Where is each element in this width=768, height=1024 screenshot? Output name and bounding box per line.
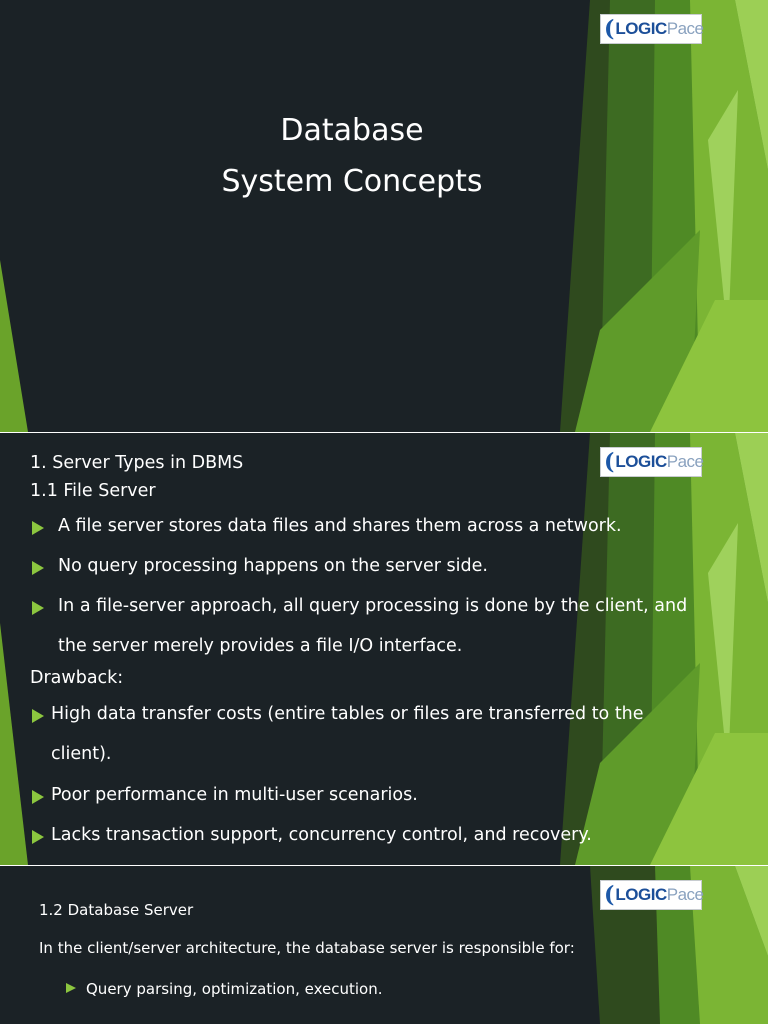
logo-mark-icon: (	[604, 882, 615, 908]
intro-text: In the client/server architecture, the database server is responsible for:	[39, 939, 575, 957]
logicpace-logo	[600, 14, 702, 44]
bullet-arrow-icon	[32, 601, 44, 615]
bullet-arrow-icon	[66, 983, 76, 993]
logo-word-pace: Pace	[666, 452, 704, 471]
subsection-heading: 1.2 Database Server	[39, 901, 194, 919]
bullet-arrow-icon	[32, 830, 44, 844]
green-geometric-decoration	[0, 0, 768, 432]
drawback-text: Poor performance in multi-user scenarios.	[51, 785, 418, 805]
logo-word-logic: LOGIC	[615, 452, 667, 471]
bullet-arrow-icon	[32, 521, 44, 535]
bullet-arrow-icon	[32, 790, 44, 804]
bullet-text: Query parsing, optimization, execution.	[86, 980, 383, 998]
logicpace-logo	[600, 447, 702, 477]
slide-title-line2: System Concepts	[221, 164, 483, 199]
logo-word-pace: Pace	[666, 885, 704, 904]
bullet-arrow-icon	[32, 709, 44, 723]
bullet-text: No query processing happens on the server side.	[58, 556, 488, 576]
bullet-text-continuation: the server merely provides a file I/O interface.	[58, 636, 463, 656]
logo-mark-icon: (	[604, 16, 615, 42]
logicpace-logo	[600, 880, 702, 910]
logo-word-logic: LOGIC	[615, 885, 667, 904]
bullet-arrow-icon	[32, 561, 44, 575]
bullet-text: A file server stores data files and shares them across a network.	[58, 516, 622, 536]
slide-database-server	[0, 866, 768, 1024]
section-heading: 1. Server Types in DBMS	[30, 453, 244, 473]
drawback-label: Drawback:	[30, 668, 124, 688]
slide-title	[0, 0, 768, 432]
slide-file-server	[0, 433, 768, 865]
logo-word-logic: LOGIC	[615, 19, 667, 38]
bullet-text: In a file-server approach, all query processing is done by the client, and	[58, 596, 688, 616]
slide-title-line1: Database	[280, 113, 424, 148]
subsection-heading: 1.1 File Server	[30, 481, 156, 501]
drawback-text: Lacks transaction support, concurrency control, and recovery.	[51, 825, 592, 845]
logo-mark-icon: (	[604, 449, 615, 475]
drawback-text-continuation: client).	[51, 744, 112, 764]
drawback-text: High data transfer costs (entire tables or files are transferred to the	[51, 704, 644, 724]
logo-word-pace: Pace	[666, 19, 704, 38]
